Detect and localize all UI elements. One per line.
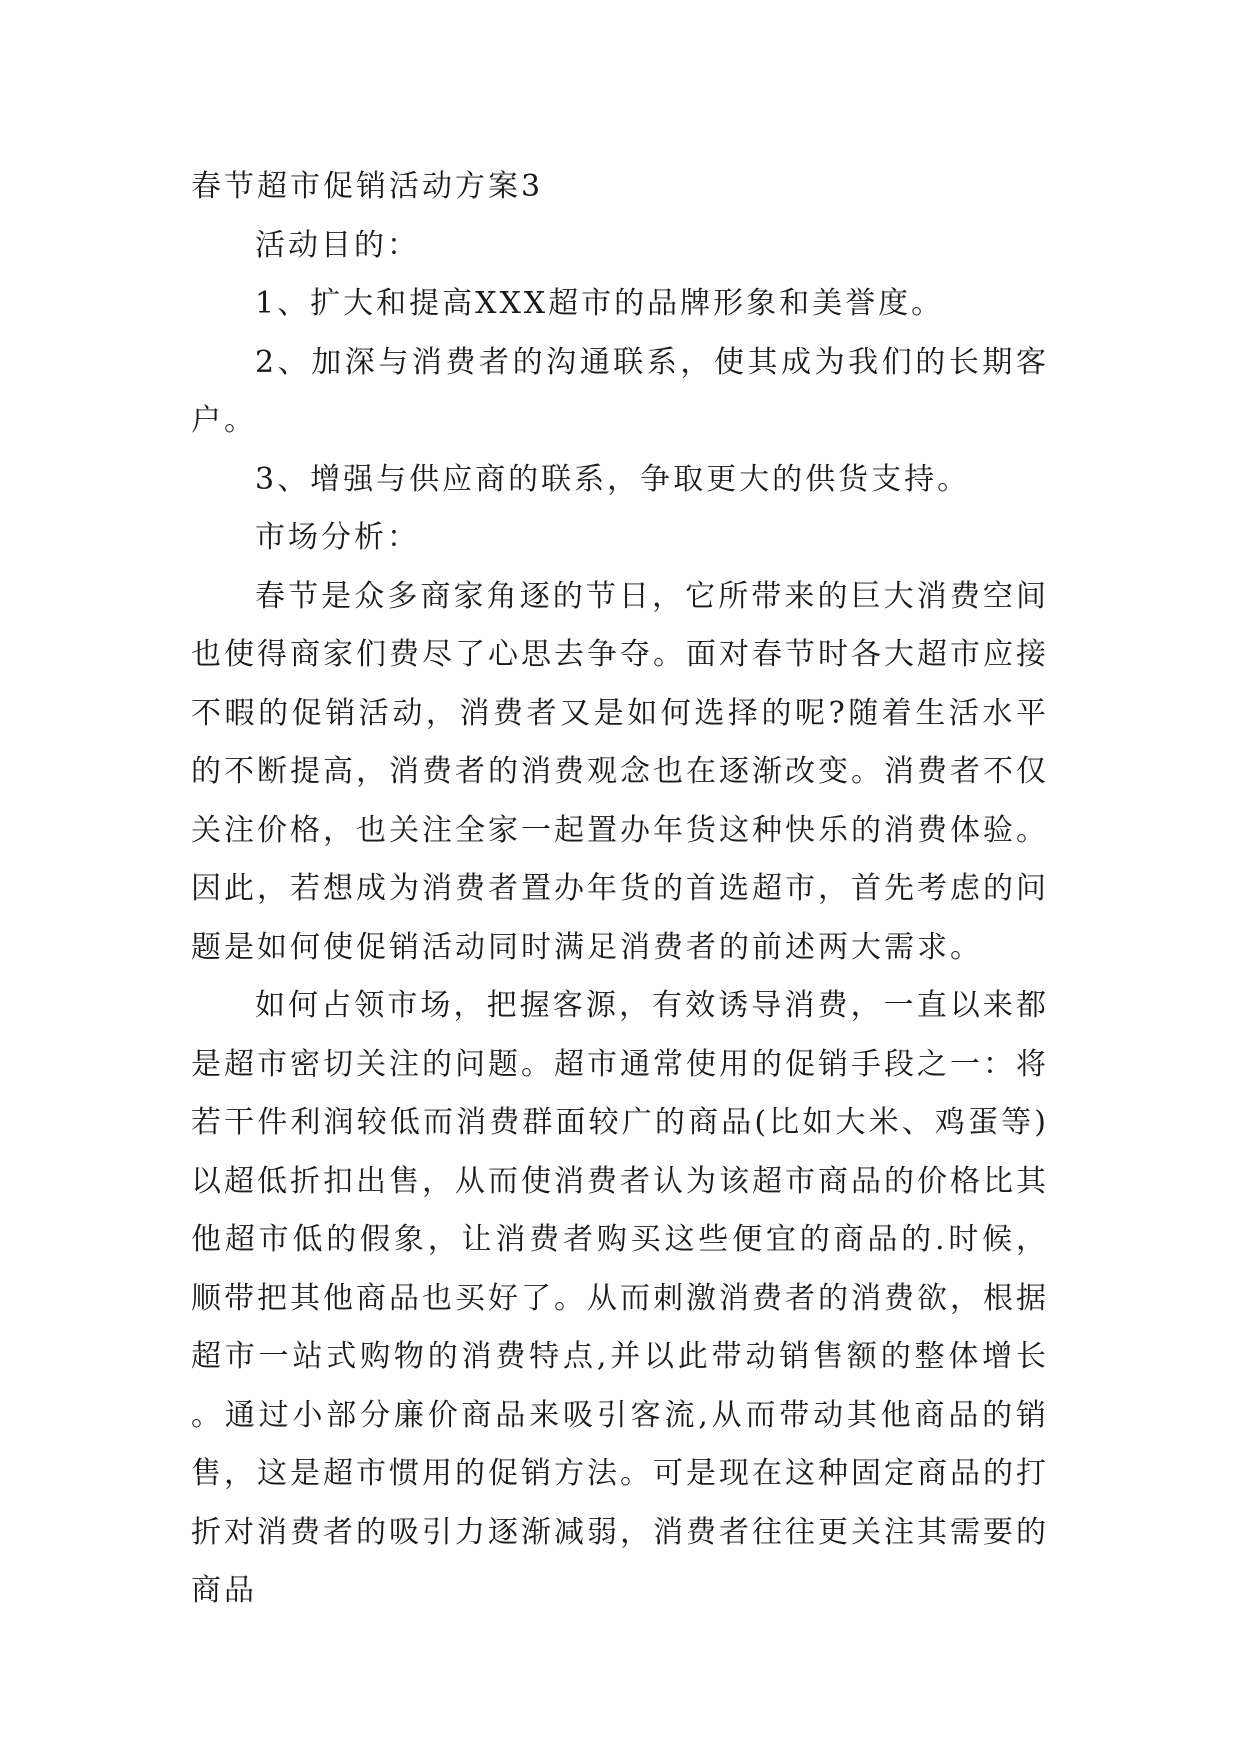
objective-item-2: 2、加深与消费者的沟通联系，使其成为我们的长期客户。: [191, 344, 1049, 438]
body-paragraph: 春节是众多商家角逐的节日，它所带来的巨大消费空间也使得商家们费尽了心思去争夺。面对春节时各大超市应接不暇的促销活动，消费者又是如何选择的呢?随着生活水平的不断提高，消费者的消费观念也在逐渐改变。消费者不仅关注价格，也关注全家一起置办年货这种快乐的消费体验。因此，若想成为消费者置办年货的首选超市，首先考虑的问题是如何使促销活动同时满足消费者的前述两大需求。: [191, 578, 1049, 965]
document-body: [191, 158, 1049, 1621]
body-paragraph: 如何占领市场，把握客源，有效诱导消费，一直以来都是超市密切关注的问题。超市通常使用的促销手段之一：将若干件利润较低而消费群面较广的商品(比如大米、鸡蛋等)以超低折扣出售，从而使消费者认为该超市商品的价格比其他超市低的假象，让消费者购买这些便宜的商品的.时候，顺带把其他商品也买好了。从而刺激消费者的消费欲，根据超市一站式购物的消费特点,并以此带动销售额的整体增长。通过小部分廉价商品来吸引客流,从而带动其他商品的销售，这是超市惯用的促销方法。可是现在这种固定商品的打折对消费者的吸引力逐渐减弱，消费者往往更关注其需要的商品: [191, 988, 1049, 1608]
document-title: 春节超市促销活动方案3: [191, 169, 544, 204]
objective-item-3: 3、增强与供应商的联系，争取更大的供货支持。: [255, 461, 971, 497]
section-heading-objectives: 活动目的：: [255, 227, 420, 263]
objective-item-1: 1、扩大和提高XXX超市的品牌形象和美誉度。: [255, 286, 945, 321]
section-heading-market-analysis: 市场分析：: [255, 520, 420, 555]
